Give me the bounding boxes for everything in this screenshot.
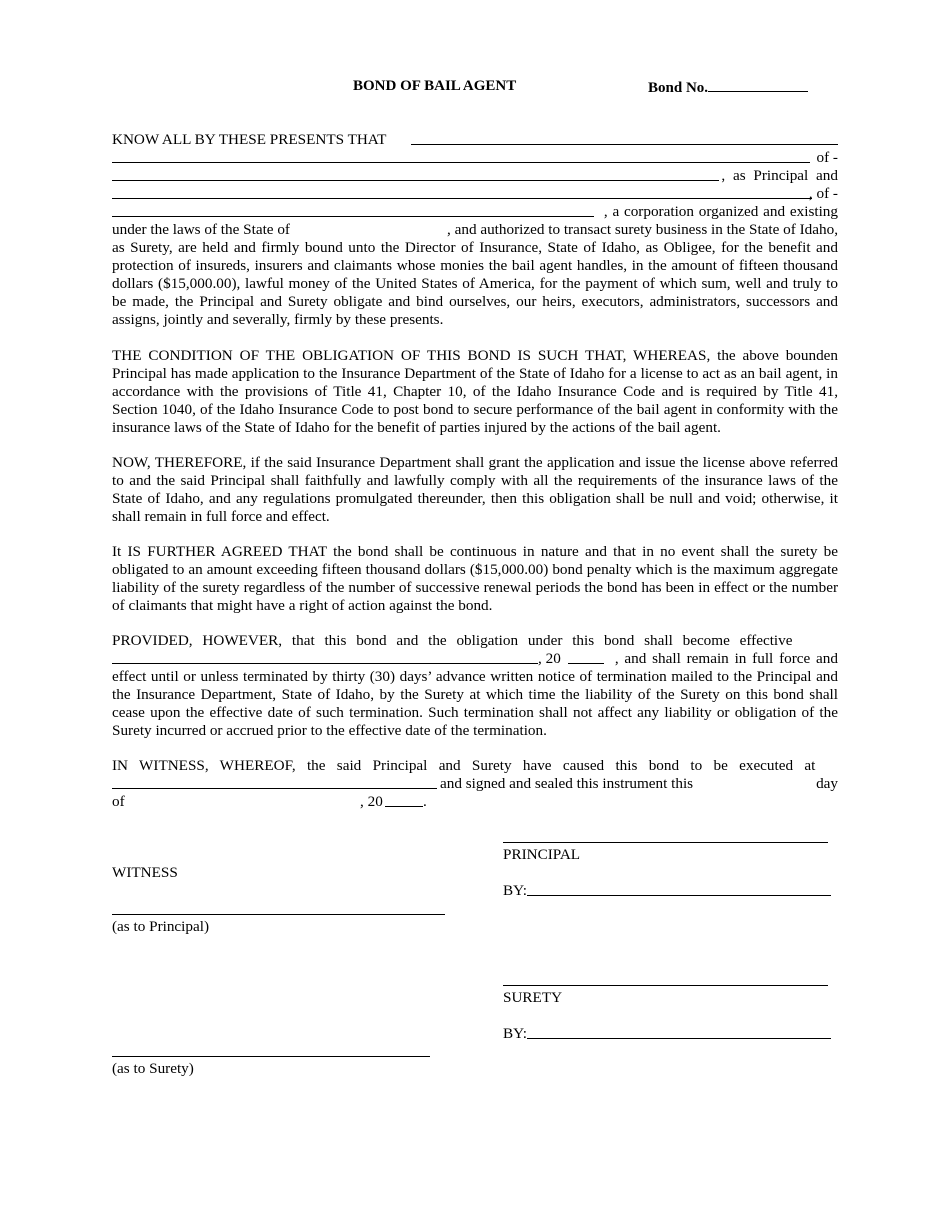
witness-surety-signature-line[interactable] — [112, 1056, 430, 1057]
preamble-line-corporation — [112, 203, 838, 221]
witness-label: WITNESS — [112, 864, 178, 881]
execution-month-blank[interactable] — [130, 793, 358, 809]
surety-by-field[interactable] — [503, 1025, 831, 1043]
principal-name-blank[interactable] — [411, 131, 838, 145]
authorized-label: , and authorized to transact surety business in the State of Idaho, — [447, 221, 838, 238]
as-principal-label: , as Principal and — [721, 167, 838, 184]
form-title: BOND OF BAIL AGENT — [353, 78, 517, 94]
of-month-label: of — [112, 793, 125, 810]
provided-paragraph — [112, 632, 838, 740]
provided-rest: effect until or unless terminated by thirty (30) days’ advance written notice of termination mailed to the Principal and the Insurance Department, State of Idaho, by the Surety at which time the liability of the Surety on this bond shall cease upon the effective date of such termination. Such termination shall not affect any liability or obligation of the Surety incurred or accrued prior to the effective date of the termination. — [112, 668, 838, 739]
preamble-line-state — [112, 221, 838, 239]
bond-number-label: Bond No. — [648, 80, 709, 96]
surety-by-blank[interactable] — [527, 1025, 831, 1039]
signed-label: and signed and sealed this instrument this — [440, 775, 694, 792]
principal-by-blank[interactable] — [527, 882, 831, 896]
bond-number-field[interactable] — [648, 78, 808, 97]
principal-signature-line[interactable] — [503, 842, 828, 843]
further-agreed-paragraph: It IS FURTHER AGREED THAT the bond shall be continuous in nature and that in no event shall the surety be obligated to an amount exceeding fifteen thousand dollars ($15,000.00) bond penalty which is the maximum aggregate liability of the surety regardless of the number of successive renewal periods the bond has been in effect or the number of claimants that might have a right of action against the bond. — [112, 543, 838, 614]
principal-location-blank[interactable] — [112, 167, 719, 181]
principal-by-label: BY: — [503, 882, 527, 899]
surety-label: SURETY — [503, 989, 563, 1006]
as-to-principal-label: (as to Principal) — [112, 918, 210, 935]
now-therefore-paragraph: NOW, THEREFORE, if the said Insurance Department shall grant the application and issue the license above referred to and the said Principal shall faithfully and lawfully comply with all the requirements of the insurance laws of the State of Idaho, and any regulations promulgated thereunder, then this obligation shall be null and void; otherwise, it shall remain in full force and effect. — [112, 454, 838, 525]
of-label-2: , of - — [808, 185, 838, 202]
surety-name-blank[interactable] — [112, 185, 812, 199]
execution-day-blank[interactable] — [702, 775, 810, 791]
effective-year-prefix: , 20 — [538, 650, 561, 667]
witness-line-1 — [112, 757, 838, 775]
surety-signature-line[interactable] — [503, 985, 828, 986]
under-laws-label: under the laws of the State of — [112, 221, 290, 238]
principal-label: PRINCIPAL — [503, 846, 581, 863]
preamble-line-of2 — [112, 185, 838, 203]
principal-by-field[interactable] — [503, 882, 831, 900]
day-label: day — [816, 775, 838, 792]
preamble-body: as Surety, are held and firmly bound unto the Director of Insurance, State of Idaho, as Obligee, for the benefit and protection of insureds, insurers and claimants whose monies the bail agent handles, in the amount of fifteen thousand dollars ($15,000.00), lawful money of the United States of America, for the payment of which sum, well and truly to be made, the Principal and Surety obligate and bind ourselves, our heirs, executors, administrators, successors and assigns, jointly and severally, firmly by these presents. — [112, 239, 838, 328]
as-to-surety-label: (as to Surety) — [112, 1060, 194, 1077]
condition-paragraph: THE CONDITION OF THE OBLIGATION OF THIS BOND IS SUCH THAT, WHEREAS, the above bounden Principal has made application to the Insurance Department of the State of Idaho for a license to act as an bail agent, in accordance with the provisions of Title 41, Chapter 10, of the Idaho Insurance Code and is required by Title 41, Section 1040, of the Idaho Insurance Code to post bond to secure performance of the bail agent in conformity with the insurance laws of the State of Idaho for the benefit of parties injured by the actions of the bail agent. — [112, 347, 838, 436]
corporation-label: , a corporation organized and existing — [603, 203, 838, 220]
preamble-line-principal — [112, 167, 838, 185]
preamble-intro: KNOW ALL BY THESE PRESENTS THAT — [112, 131, 387, 148]
provided-line-1-text: PROVIDED, HOWEVER, that this bond and the obligation under this bond shall become effective — [112, 632, 793, 649]
preamble-line-of1 — [112, 149, 838, 167]
witness-line-1-text: IN WITNESS, WHEREOF, the said Principal and Surety have caused this bond to be executed at — [112, 757, 816, 774]
execution-year-prefix: , 20 — [360, 793, 383, 810]
witness-line-2 — [112, 775, 838, 793]
remain-label: , and shall remain in full force and — [614, 650, 838, 667]
provided-line-1 — [112, 632, 838, 650]
form-header — [112, 78, 838, 98]
preamble — [112, 131, 838, 329]
of-label-1: of - — [816, 149, 838, 166]
effective-year-blank[interactable] — [568, 650, 604, 664]
surety-by-label: BY: — [503, 1025, 527, 1042]
witness-principal-signature-line[interactable] — [112, 914, 445, 915]
principal-address-blank[interactable] — [112, 149, 810, 163]
execution-year-blank[interactable] — [385, 793, 423, 807]
bond-number-blank[interactable] — [708, 78, 808, 92]
witness-clause — [112, 757, 838, 811]
provided-line-2 — [112, 650, 838, 668]
witness-line-3: of , 20 . — [112, 793, 427, 810]
surety-address-blank[interactable] — [112, 203, 594, 217]
preamble-line-intro — [112, 131, 838, 149]
execution-place-blank[interactable] — [112, 775, 437, 789]
effective-date-blank[interactable] — [112, 650, 538, 664]
